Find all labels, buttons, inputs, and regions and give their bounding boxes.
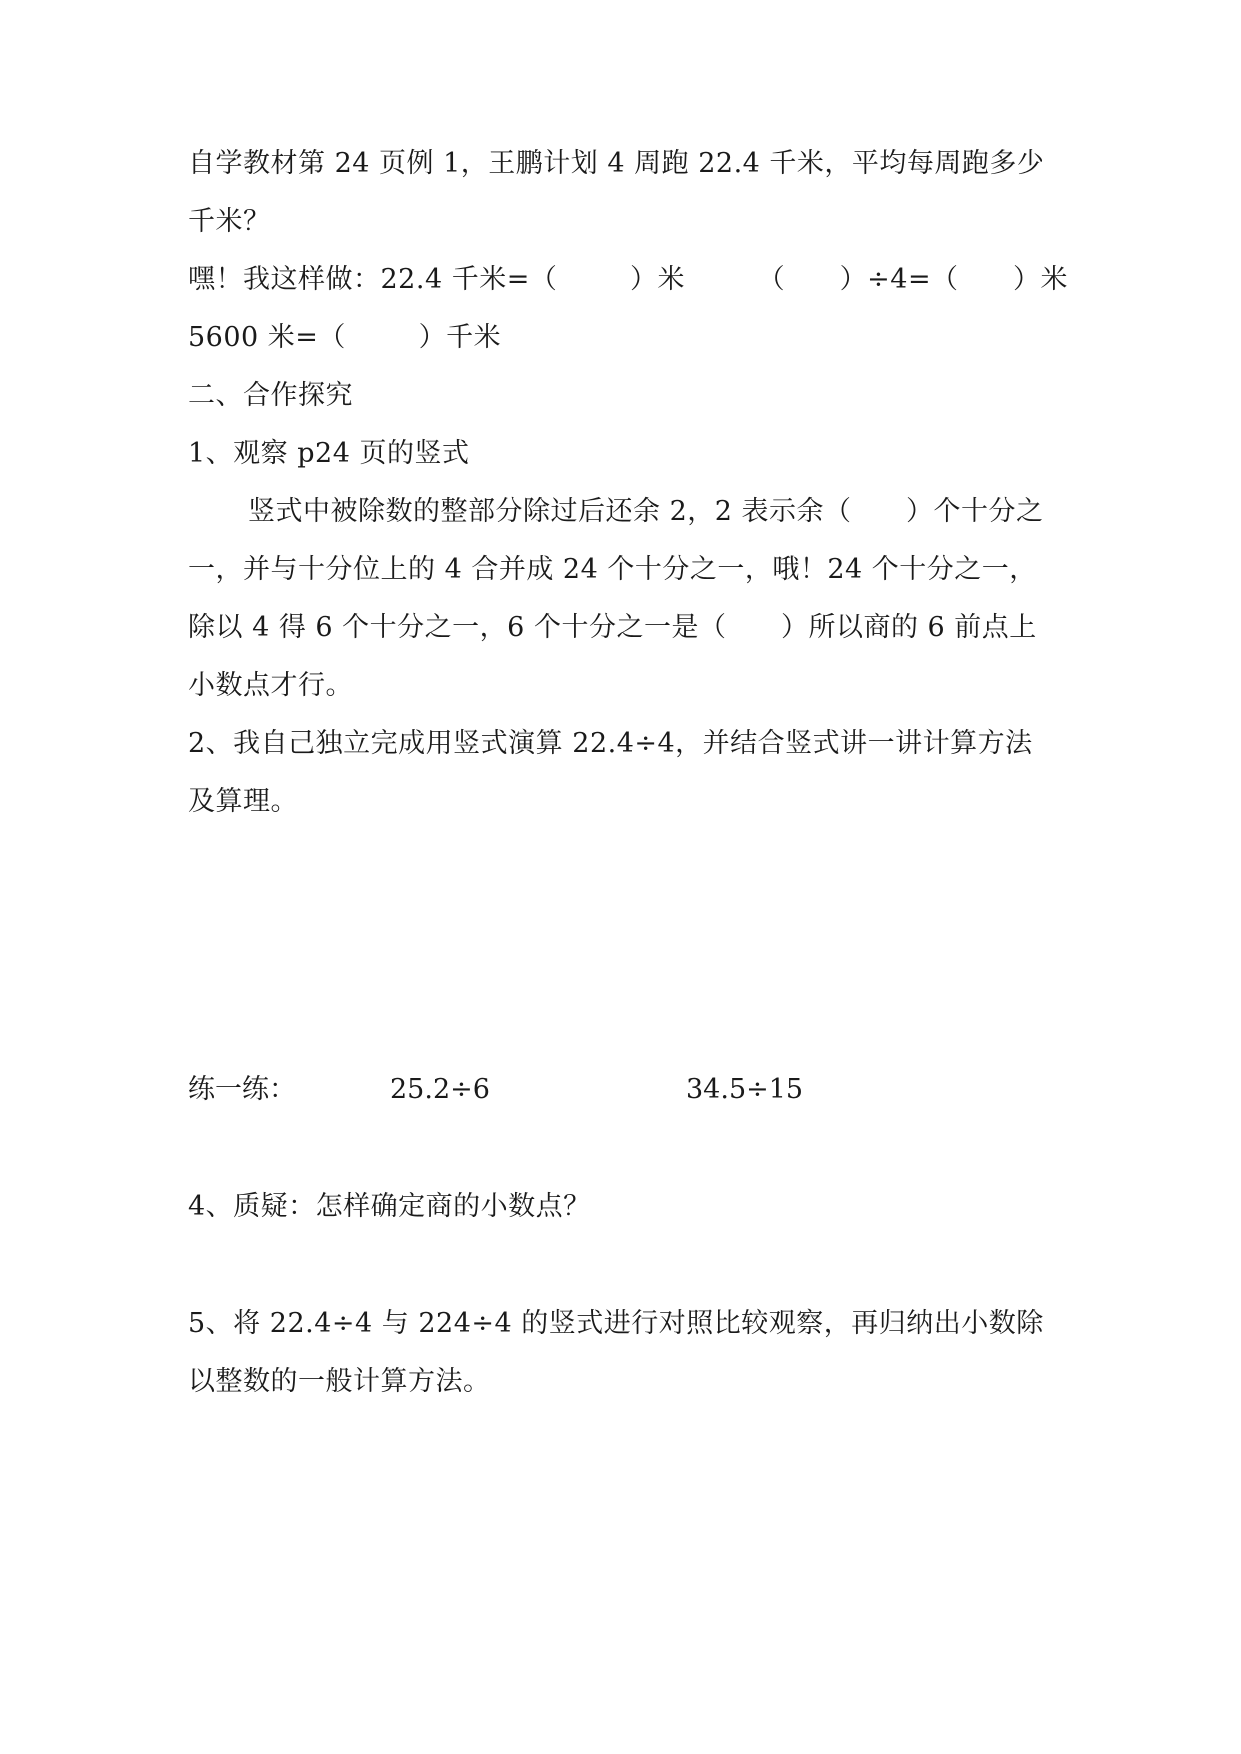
intro-line-1: 自学教材第 24 页例 1，王鹏计划 4 周跑 22.4 千米，平均每周跑多少 (188, 148, 1045, 179)
item-1-paragraph-line-2: 一，并与十分位上的 4 合并成 24 个十分之一，哦！24 个十分之一， (188, 554, 1037, 585)
item-4-line-1: 4、质疑：怎样确定商的小数点？ (188, 1191, 591, 1222)
item-5-line-1: 5、将 22.4÷4 与 224÷4 的竖式进行对照比较观察，再归纳出小数除 (188, 1308, 1044, 1339)
item-1-paragraph-line-3: 除以 4 得 6 个十分之一，6 个十分之一是（ ）所以商的 6 前点上 (188, 612, 1037, 643)
section-heading: 二、合作探究 (188, 380, 353, 411)
intro-line-2: 千米？ (188, 206, 271, 237)
practice-problem-2: 34.5÷15 (686, 1074, 804, 1105)
item-5-line-2: 以整数的一般计算方法。 (188, 1366, 491, 1397)
item-2-line-2: 及算理。 (188, 786, 298, 817)
method-line-1: 嘿！我这样做：22.4 千米=（ ）米 （ ）÷4=（ ）米 (188, 264, 1069, 295)
item-1-paragraph-line-4: 小数点才行。 (188, 670, 353, 701)
method-line-2: 5600 米=（ ）千米 (188, 322, 502, 353)
item-1-paragraph-line-1: 竖式中被除数的整部分除过后还余 2，2 表示余（ ）个十分之 (248, 496, 1044, 527)
practice-label: 练一练： (188, 1074, 296, 1105)
item-1-title: 1、观察 p24 页的竖式 (188, 438, 470, 469)
practice-problem-1: 25.2÷6 (390, 1074, 490, 1105)
item-2-line-1: 2、我自己独立完成用竖式演算 22.4÷4，并结合竖式讲一讲计算方法 (188, 728, 1033, 759)
